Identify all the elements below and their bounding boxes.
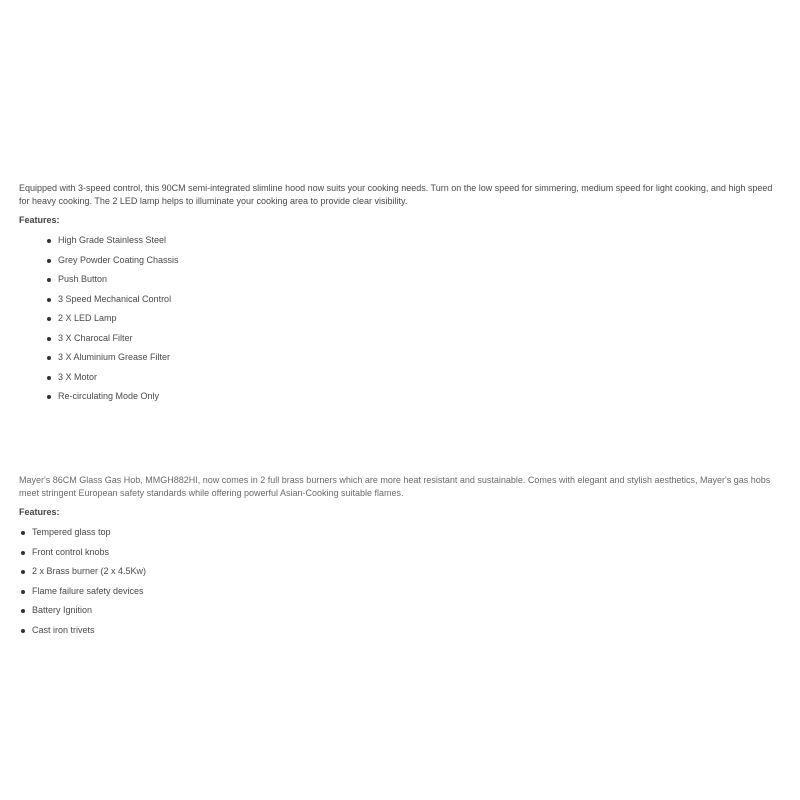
feature-label: 3 X Charocal Filter (58, 332, 133, 343)
bullet-icon (47, 278, 51, 282)
feature-label: 2 X LED Lamp (58, 313, 117, 323)
bullet-icon (21, 590, 25, 594)
feature-label: 3 Speed Mechanical Control (58, 293, 172, 304)
bullet-icon (47, 298, 51, 302)
hob-section (19, 474, 779, 640)
list-item (19, 231, 779, 251)
bullet-icon (21, 609, 25, 613)
feature-label: Re-circulating Mode Only (58, 391, 160, 401)
bullet-icon (21, 570, 25, 574)
list-item (19, 251, 779, 271)
bullet-icon (21, 629, 25, 633)
list-item (19, 387, 779, 407)
list-item (19, 368, 779, 388)
feature-label: 2 x Brass burner (2 x 4.5Kw) (32, 566, 147, 576)
bullet-icon (47, 356, 51, 360)
bullet-icon (21, 531, 25, 535)
list-item (19, 621, 779, 641)
list-item (19, 290, 779, 310)
feature-label: Push Button (58, 274, 108, 284)
bullet-icon (47, 317, 51, 321)
list-item (19, 523, 779, 543)
feature-label: Flame failure safety devices (32, 585, 144, 596)
list-item (19, 562, 779, 582)
feature-label: Front control knobs (32, 546, 110, 557)
hob-description: Mayer's 86CM Glass Gas Hob, MMGH882HI, now comes in 2 full brass burners which are more heat resistant and sustainable. Comes with elegant and stylish aesthetics, Mayer's gas hobs meet stringent European safety standards while offering powerful Asian-Cooking suitable flames. (19, 475, 771, 498)
list-item (19, 601, 779, 621)
feature-label: High Grade Stainless Steel (58, 235, 167, 245)
hood-section (19, 182, 779, 407)
feature-label: Tempered glass top (32, 527, 111, 537)
bullet-icon (47, 337, 51, 341)
hood-features-heading: Features: (19, 215, 60, 225)
hood-description: Equipped with 3-speed control, this 90CM semi-integrated slimline hood now suits your cooking needs. Turn on the low speed for simmering, medium speed for light cooking, and high speed for heavy cooking. The 2 LED lamp helps to illuminate your cooking area to provide clear visibility. (19, 183, 773, 206)
list-item (19, 329, 779, 349)
bullet-icon (21, 551, 25, 555)
bullet-icon (47, 259, 51, 263)
feature-label: 3 X Motor (58, 371, 98, 382)
feature-label: Cast iron trivets (32, 624, 95, 635)
bullet-icon (47, 395, 51, 399)
list-item (19, 543, 779, 563)
bullet-icon (47, 376, 51, 380)
list-item (19, 348, 779, 368)
bullet-icon (47, 239, 51, 243)
feature-label: 3 X Aluminium Grease Filter (58, 352, 171, 362)
hob-features-heading: Features: (19, 507, 60, 517)
list-item (19, 270, 779, 290)
list-item (19, 582, 779, 602)
feature-label: Grey Powder Coating Chassis (58, 254, 179, 265)
hob-features-list (19, 523, 779, 640)
list-item (19, 309, 779, 329)
hood-features-list (19, 231, 779, 407)
feature-label: Battery Ignition (32, 605, 93, 615)
